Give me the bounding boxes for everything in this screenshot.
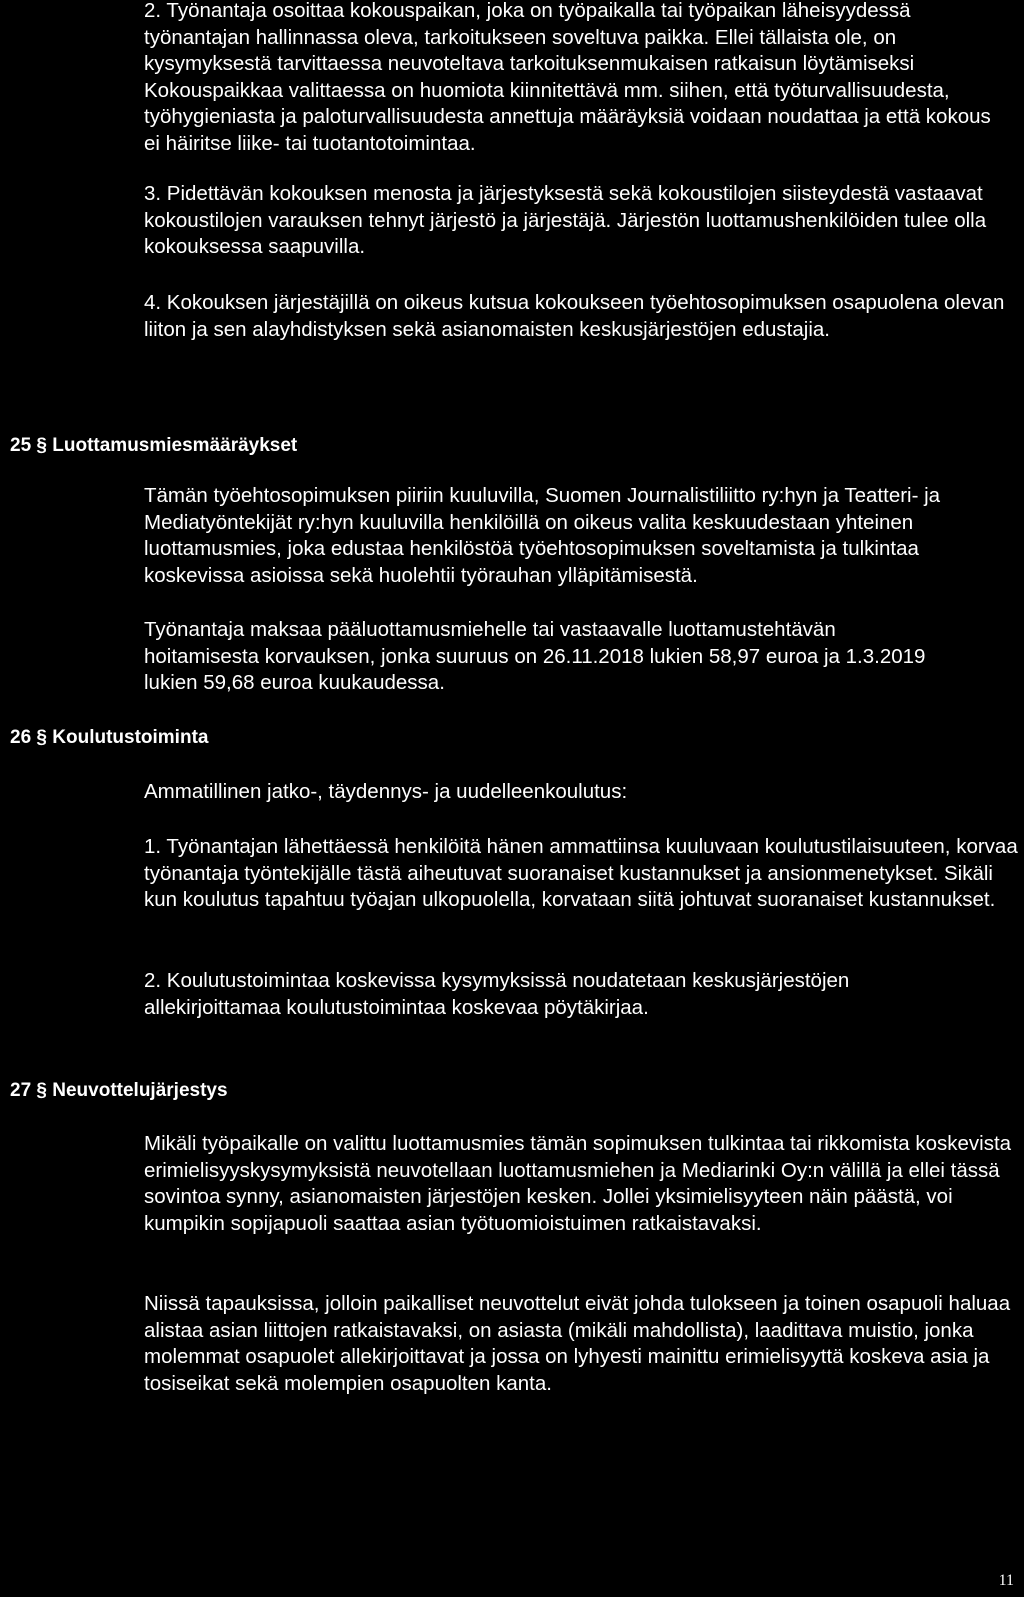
section-27-paragraph-2: Niissä tapauksissa, jolloin paikalliset neuvottelut eivät johda tulokseen ja toinen osapuoli haluaa alistaa asian liittojen ratkaistavaksi, on asiasta (mikäli mahdollista), laadittava muistio, jonka molemmat osapuolet allekirjoittavat ja jossa on lyhyesti mainittu erimielisyyttä koskeva asia ja tosiseikat sekä molempien osapuolten kanta. xyxy=(144,1292,1011,1395)
section-26-intro: Ammatillinen jatko-, täydennys- ja uudelleenkoulutus: xyxy=(144,780,628,803)
meeting-invite-item-4: 4. Kokouksen järjestäjillä on oikeus kutsua kokoukseen työehtosopimuksen osapuolena olevan liiton ja sen alayhdistyksen sekä asianomaisten keskusjärjestöjen edustajia. xyxy=(144,291,1005,341)
section-25-paragraph-2: Työnantaja maksaa pääluottamusmiehelle tai vastaavalle luottamustehtävän hoitamisesta korvauksen, jonka suuruus on 26.11.2018 lukien 58,97 euroa ja 1.3.2019 lukien 59,68 euroa kuukaudessa. xyxy=(144,618,926,694)
section-26-item-1: 1. Työnantajan lähettäessä henkilöitä hänen ammattiinsa kuuluvaan koulutustilaisuuteen, korvaa työnantaja työntekijälle tästä aiheutuvat suoranaiset kustannukset ja ansionmenetykset. Sikäli kun koulutus tapahtuu työajan ulkopuolella, korvataan siitä johtuvat suoranaiset kustannukset. xyxy=(144,835,1018,911)
meeting-order-item-3: 3. Pidettävän kokouksen menosta ja järjestyksestä sekä kokoustilojen siisteydestä vastaavat kokoustilojen varauksen tehnyt järjestö ja järjestäjä. Järjestön luottamushenkilöiden tulee olla kokouksessa saapuvilla. xyxy=(144,182,987,258)
section-25-heading: 25 § Luottamusmiesmääräykset xyxy=(10,435,298,456)
section-25-paragraph-1: Tämän työehtosopimuksen piiriin kuuluvilla, Suomen Journalistiliitto ry:hyn ja Teatteri- ja Mediatyöntekijät ry:hyn kuuluvilla henkilöillä on oikeus valita keskuudestaan yhteinen luottamusmies, joka edustaa henkilöstöä työehtosopimuksen soveltamista ja tulkintaa koskevissa asioissa sekä huolehtii työrauhan ylläpitämisestä. xyxy=(144,484,941,587)
section-26-heading: 26 § Koulutustoiminta xyxy=(10,727,209,748)
meeting-place-item-2: 2. Työnantaja osoittaa kokouspaikan, joka on työpaikalla tai työpaikan läheisyydessä työnantajan hallinnassa oleva, tarkoitukseen soveltuva paikka. Ellei tällaista ole, on kysymyksestä tarvittaessa neuvoteltava tarkoituksenmukaisen ratkaisun löytämiseksi Kokouspaikkaa valittaessa on huomiota kiinnitettävä mm. siihen, että työturvallisuudesta, työhygieniasta ja paloturvallisuudesta annettuja määräyksiä voidaan noudattaa ja että kokous ei häiritse liike- tai tuotantotoimintaa. xyxy=(144,0,991,155)
section-27-heading: 27 § Neuvottelujärjestys xyxy=(10,1080,228,1101)
section-26-item-2: 2. Koulutustoimintaa koskevissa kysymyksissä noudatetaan keskusjärjestöjen allekirjoittamaa koulutustoimintaa koskevaa pöytäkirjaa. xyxy=(144,969,850,1019)
section-27-paragraph-1: Mikäli työpaikalle on valittu luottamusmies tämän sopimuksen tulkintaa tai rikkomista koskevista erimielisyyskysymyksistä neuvotellaan luottamusmiehen ja Mediarinki Oy:n välillä ja ellei tässä sovintoa synny, asianomaisten järjestöjen kesken. Jollei yksimielisyyteen näin päästä, voi kumpikin sopijapuoli saattaa asian työtuomioistuimen ratkaistavaksi. xyxy=(144,1132,1012,1235)
page-number: 11 xyxy=(998,1572,1014,1589)
